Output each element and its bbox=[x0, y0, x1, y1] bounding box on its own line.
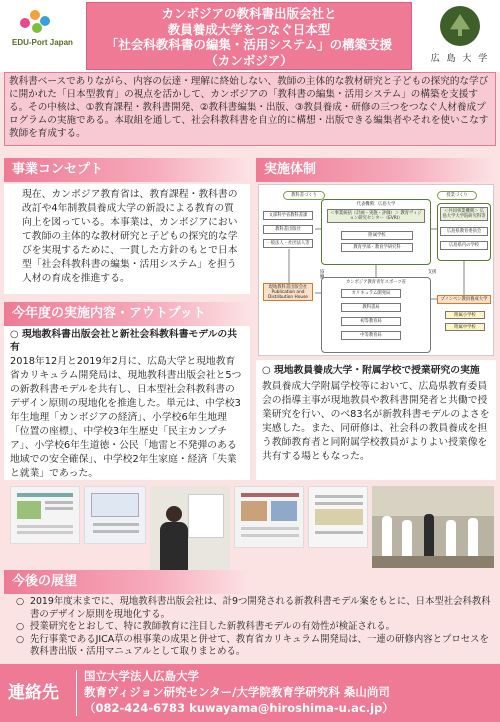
diagram-left-1: 文部科学省教科書課 bbox=[263, 211, 313, 220]
title-line: カンボジアの教科書出版会社と bbox=[161, 6, 337, 21]
section-heading-plan: 今年度の実施内容・アウトプット bbox=[4, 302, 250, 326]
header bbox=[0, 0, 500, 72]
diagram-cam-4: 中等教育局 bbox=[341, 331, 401, 340]
contact-info bbox=[84, 668, 394, 716]
page-title bbox=[86, 2, 412, 70]
plan-item2-title bbox=[262, 364, 490, 377]
logo-dots-icon bbox=[18, 8, 58, 36]
diagram-cam-right: プノンペン教員養成大学 bbox=[437, 295, 491, 304]
contact-line: （082-424-6783 kuwayama@hiroshima-u.ac.jp） bbox=[84, 701, 394, 715]
diagram-cam-3: 初等教育局 bbox=[341, 317, 401, 326]
list-item bbox=[4, 596, 496, 621]
diagram-right-1: 広島県教育委員会 bbox=[440, 227, 488, 236]
future-list bbox=[4, 596, 496, 662]
section-heading-future: 今後の展望 bbox=[4, 570, 250, 594]
circle-bullet-icon: ○ bbox=[262, 365, 274, 376]
photo-classroom bbox=[372, 486, 494, 568]
contact-divider bbox=[76, 670, 77, 716]
contact-label: 連絡先 bbox=[8, 683, 59, 703]
title-line: （カンボジア） bbox=[205, 52, 293, 68]
contact-line: 教育ヴィジョン研究センター/大学院教育学研究科 桑山尚司 bbox=[84, 685, 390, 699]
list-item bbox=[4, 621, 496, 634]
contact-footer bbox=[0, 664, 500, 722]
diagram-cam-1: カリキュラム開発局 bbox=[341, 289, 401, 298]
circle-bullet-icon: ○ bbox=[16, 621, 25, 633]
university-logo bbox=[424, 6, 496, 70]
circle-bullet-icon: ○ bbox=[10, 329, 22, 340]
section-heading-concept: 事業コンセプト bbox=[4, 158, 250, 182]
tag-lesson: 授業づくり bbox=[437, 191, 477, 200]
diagram-cam-team: カンボジア教育青年スポーツ省 bbox=[327, 279, 425, 287]
future-item-text: 先行事業であるJICA草の根事業の成果と併せて、教育省カリキュラム開発局は、一連の研修内容とプロセスを教科書出版・活用マニュアルとして取りまとめる。 bbox=[30, 633, 489, 658]
plan-item2-text: 教員養成大学附属学校等において、広島県教育委員会の指導主事が現地教員や教科書開発者と共働で授業研究を行い、のべ83名が新教科書モデルのよさを実感した。また、同研修は、社会科の教員養成を担う教師教育者と同附属学校教員がよりよい授業像を共有する場ともなった。 bbox=[262, 381, 490, 462]
concept-panel bbox=[4, 184, 250, 294]
university-name: 広 島 大 学 bbox=[430, 54, 490, 64]
concept-text: 現在、カンボジア教育省は、教育課程・教科書の改訂や4年制教員養成大学の新設による教育の質向上を図っている。本事業は、カンボジアにおいて教師の主体的な教材研究と子どもの探究的な学びを実現するために、一貫した方針のもとで日本型「社会科教科書の編集・活用システム」を担う人材の育成を推進する。 bbox=[22, 189, 238, 284]
photo-textbook-2 bbox=[84, 486, 146, 544]
photo-textbook-4 bbox=[308, 486, 368, 548]
diagram-mid-2: 教育学部・教育学研究科 bbox=[341, 243, 413, 252]
intro-summary: 教科書ベースでありながら、内容の伝達・理解に終始しない、教師の主体的な教材研究と子どもの探究的な学びに開かれた「日本型教育」の視点を活かして、カンボジアの「教科書の編集・活用システム」の構築を支援する。その中核は、①教育課程・教科書開発、②教科書編集・出版、③教員養成・研修の三つをつなぐ人材養成プログラムの実施である。本取組を通して、社会科教科書を自立的に構想・出版できる編集者やそれを使いこなす教師を育成する。 bbox=[4, 72, 496, 146]
circle-bullet-icon: ○ bbox=[16, 596, 25, 607]
implementation-diagram bbox=[258, 184, 494, 356]
diagram-cam-r2: 附属中学校 bbox=[445, 323, 485, 331]
plan-item2-title-text: 現地教員養成大学・附属学校で授業研究の実施 bbox=[273, 365, 480, 376]
photo-textbook-1 bbox=[10, 486, 80, 544]
contact-line: 国立大学法人広島大学 bbox=[84, 669, 199, 683]
list-item bbox=[4, 634, 496, 659]
diagram-cam-2: 教科書局 bbox=[341, 303, 401, 312]
title-line: 教員養成大学をつなぐ日本型 bbox=[167, 21, 331, 37]
plan-panel-right bbox=[256, 360, 496, 480]
diagram-right-2: 広島県内の学校 bbox=[440, 241, 488, 250]
title-line: 「社会科教科書の編集・活用システム」の構築支援 bbox=[105, 37, 393, 52]
diagram-support: 支援 bbox=[425, 269, 439, 275]
diagram-japan-core: ＜事業統括（計画・実施・評価）＞ 教育ヴィジョン研究センター（EVRI） bbox=[327, 209, 425, 223]
diagram-link: 協働 bbox=[320, 270, 325, 280]
edu-port-logo bbox=[4, 4, 76, 66]
diagram-cam-publisher: 現地教科書出版会社 Publication and Distribution House bbox=[263, 283, 313, 301]
circle-bullet-icon: ○ bbox=[16, 633, 25, 645]
plan-item1-title-text: 現地教科書出版会社と新社会科教科書モデルの共有 bbox=[10, 329, 238, 353]
diagram-left-2: 教科書出版社 bbox=[263, 225, 313, 234]
diagram-cam-r1: 附属小学校 bbox=[445, 311, 485, 319]
future-item-text: 2019年度末までに、現地教科書出版会社は、計9つ開発される新教科書モデル案をもとに、日本型社会科教科書のデザイン原則を現地化する。 bbox=[30, 596, 491, 620]
future-item-text: 授業研究をとおして、特に教師教育に注目した新教科書モデルの有効性が検証される。 bbox=[30, 621, 395, 633]
diagram-japan-team: 代表機関：広島大学 bbox=[327, 201, 425, 209]
plan-item1-text: 2018年12月と2019年2月に、広島大学と現地教育省カリキュラム開発局は、現地教科書出版会社と5つの新教科書モデルを共有し、日本型社会科教科書のデザイン原則の現地化を推進した。単元は、中学校3年生地理「カンボジアの経済」、小学校6年生地理「位置の座標」、中学校3年生歴史「民主カンプチア」、小学校6年生道徳・公民「地雷と不発弾のある地域での安全確保」、中学校2年生家庭・経済「失業と就業」であった。 bbox=[10, 356, 242, 479]
plan-panel-left bbox=[4, 326, 250, 480]
diagram-right-group: ＜共同事業機関＞ 広島大学大学院研究科等 bbox=[440, 207, 488, 221]
diagram-mid-1: 附属学校 bbox=[341, 231, 413, 240]
university-seal-icon bbox=[440, 6, 480, 46]
tag-textbook: 教科書づくり bbox=[283, 191, 325, 200]
diagram-arrows bbox=[259, 185, 495, 357]
org-logo-text: EDU-Port Japan bbox=[12, 38, 73, 47]
section-heading-structure: 実施体制 bbox=[256, 158, 496, 182]
photo-textbook-3 bbox=[234, 486, 304, 548]
plan-item1-title bbox=[10, 328, 244, 354]
diagram-left-3: 一般法人・社団法人等 bbox=[263, 239, 313, 248]
